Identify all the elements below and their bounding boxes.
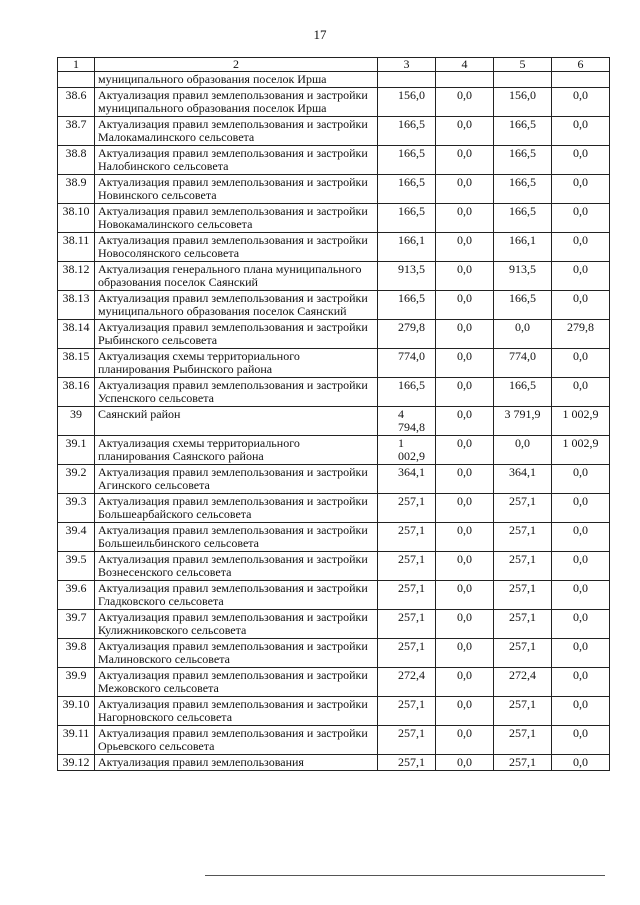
cell-col-6: 0,0	[552, 349, 610, 378]
cell-code: 39.1	[58, 436, 95, 465]
cell-col-4: 0,0	[436, 88, 494, 117]
cell-col-4: 0,0	[436, 320, 494, 349]
cell-col-5: 3 791,9	[494, 407, 552, 436]
cell-col-5: 257,1	[494, 552, 552, 581]
cell-col-4: 0,0	[436, 552, 494, 581]
cell-col-4: 0,0	[436, 146, 494, 175]
cell-col-5: 257,1	[494, 639, 552, 668]
header-col-3: 3	[378, 58, 436, 72]
cell-code: 38.15	[58, 349, 95, 378]
cell-code: 38.12	[58, 262, 95, 291]
cell-col-3: 364,1	[378, 465, 436, 494]
cell-col-3: 257,1	[378, 755, 436, 771]
table-row	[58, 436, 610, 465]
cell-name: Актуализация генерального плана муниципального образования поселок Саянский	[95, 262, 378, 291]
cell-code: 39.10	[58, 697, 95, 726]
cell-name: муниципального образования поселок Ирша	[95, 72, 378, 88]
cell-col-5: 166,5	[494, 378, 552, 407]
cell-name: Актуализация правил землепользования и застройки Орьевского сельсовета	[95, 726, 378, 755]
cell-col-5: 272,4	[494, 668, 552, 697]
table-row	[58, 88, 610, 117]
cell-code: 38.14	[58, 320, 95, 349]
cell-col-6: 0,0	[552, 88, 610, 117]
cell-col-5: 257,1	[494, 697, 552, 726]
cell-col-4: 0,0	[436, 697, 494, 726]
table-row	[58, 755, 610, 771]
cell-col-6: 0,0	[552, 755, 610, 771]
table-row	[58, 233, 610, 262]
table-row	[58, 465, 610, 494]
header-col-2: 2	[95, 58, 378, 72]
header-col-5: 5	[494, 58, 552, 72]
table-row	[58, 726, 610, 755]
cell-col-6: 1 002,9	[552, 407, 610, 436]
cell-col-3: 257,1	[378, 581, 436, 610]
cell-col-3: 913,5	[378, 262, 436, 291]
cell-col-4: 0,0	[436, 755, 494, 771]
table-row	[58, 610, 610, 639]
cell-col-3: 166,5	[378, 291, 436, 320]
table-row	[58, 407, 610, 436]
cell-col-6: 0,0	[552, 726, 610, 755]
cell-col-6: 0,0	[552, 552, 610, 581]
cell-code: 39.5	[58, 552, 95, 581]
cell-col-3: 156,0	[378, 88, 436, 117]
cell-col-6: 0,0	[552, 378, 610, 407]
cell-col-6: 0,0	[552, 581, 610, 610]
cell-code: 38.8	[58, 146, 95, 175]
table-row	[58, 72, 610, 88]
cell-col-5: 364,1	[494, 465, 552, 494]
cell-code: 39.6	[58, 581, 95, 610]
cell-col-5: 166,5	[494, 146, 552, 175]
cell-name: Актуализация правил землепользования и застройки Агинского сельсовета	[95, 465, 378, 494]
page-number: 17	[313, 27, 327, 42]
cell-col-4: 0,0	[436, 610, 494, 639]
table-row	[58, 146, 610, 175]
table-body	[58, 72, 610, 771]
table-row	[58, 175, 610, 204]
cell-col-4: 0,0	[436, 465, 494, 494]
cell-name: Актуализация схемы территориального планирования Рыбинского района	[95, 349, 378, 378]
cell-name: Саянский район	[95, 407, 378, 436]
cell-col-3: 166,5	[378, 117, 436, 146]
cell-col-6: 0,0	[552, 117, 610, 146]
table-row	[58, 262, 610, 291]
cell-col-5: 166,5	[494, 204, 552, 233]
cell-code: 38.11	[58, 233, 95, 262]
cell-col-5: 166,5	[494, 117, 552, 146]
cell-col-3: 257,1	[378, 639, 436, 668]
header-col-1: 1	[58, 58, 95, 72]
cell-col-5: 257,1	[494, 610, 552, 639]
cell-col-6: 0,0	[552, 291, 610, 320]
cell-col-4: 0,0	[436, 494, 494, 523]
cell-col-4: 0,0	[436, 668, 494, 697]
header-col-4: 4	[436, 58, 494, 72]
cell-name: Актуализация правил землепользования и застройки Налобинского сельсовета	[95, 146, 378, 175]
budget-table	[57, 57, 610, 771]
table-row	[58, 117, 610, 146]
cell-col-5: 166,1	[494, 233, 552, 262]
cell-col-6: 1 002,9	[552, 436, 610, 465]
cell-code: 38.13	[58, 291, 95, 320]
cell-code: 38.9	[58, 175, 95, 204]
cell-name: Актуализация схемы территориального планирования Саянского района	[95, 436, 378, 465]
cell-col-3: 272,4	[378, 668, 436, 697]
cell-col-6	[552, 72, 610, 88]
cell-name: Актуализация правил землепользования	[95, 755, 378, 771]
cell-col-3: 774,0	[378, 349, 436, 378]
cell-col-4: 0,0	[436, 726, 494, 755]
cell-name: Актуализация правил землепользования и застройки муниципального образования поселок Ирша	[95, 88, 378, 117]
table-row	[58, 697, 610, 726]
table-row	[58, 523, 610, 552]
cell-col-4: 0,0	[436, 291, 494, 320]
cell-col-3: 257,1	[378, 494, 436, 523]
cell-name: Актуализация правил землепользования и застройки Новокамалинского сельсовета	[95, 204, 378, 233]
cell-code: 39.12	[58, 755, 95, 771]
cell-name: Актуализация правил землепользования и застройки Малокамалинского сельсовета	[95, 117, 378, 146]
cell-col-3: 166,5	[378, 378, 436, 407]
cell-code: 38.7	[58, 117, 95, 146]
cell-col-6: 0,0	[552, 204, 610, 233]
table-row	[58, 378, 610, 407]
cell-col-5: 166,5	[494, 175, 552, 204]
cell-col-4: 0,0	[436, 117, 494, 146]
cell-name: Актуализация правил землепользования и застройки Большеильбинского сельсовета	[95, 523, 378, 552]
cell-col-6: 0,0	[552, 465, 610, 494]
cell-code: 38.6	[58, 88, 95, 117]
cell-col-3: 257,1	[378, 552, 436, 581]
table-row	[58, 204, 610, 233]
cell-col-5: 774,0	[494, 349, 552, 378]
cell-col-6: 0,0	[552, 639, 610, 668]
cell-col-5: 156,0	[494, 88, 552, 117]
cell-name: Актуализация правил землепользования и застройки Малиновского сельсовета	[95, 639, 378, 668]
cell-name: Актуализация правил землепользования и застройки Межовского сельсовета	[95, 668, 378, 697]
cell-name: Актуализация правил землепользования и застройки Новосолянского сельсовета	[95, 233, 378, 262]
cell-col-5: 257,1	[494, 581, 552, 610]
cell-col-3: 1 002,9	[378, 436, 436, 465]
cell-name: Актуализация правил землепользования и застройки Вознесенского сельсовета	[95, 552, 378, 581]
cell-col-6: 0,0	[552, 610, 610, 639]
header-col-6: 6	[552, 58, 610, 72]
cell-code	[58, 72, 95, 88]
cell-col-4: 0,0	[436, 581, 494, 610]
cell-code: 39	[58, 407, 95, 436]
cell-col-4: 0,0	[436, 639, 494, 668]
cell-col-3	[378, 72, 436, 88]
cell-col-6: 0,0	[552, 494, 610, 523]
cell-name: Актуализация правил землепользования и застройки Нагорновского сельсовета	[95, 697, 378, 726]
cell-name: Актуализация правил землепользования и застройки Гладковского сельсовета	[95, 581, 378, 610]
cell-col-5: 257,1	[494, 494, 552, 523]
cell-col-6: 0,0	[552, 175, 610, 204]
cell-col-3: 166,5	[378, 204, 436, 233]
cell-col-3: 4 794,8	[378, 407, 436, 436]
cell-col-3: 257,1	[378, 697, 436, 726]
cell-col-3: 257,1	[378, 726, 436, 755]
cell-code: 39.11	[58, 726, 95, 755]
table-row	[58, 581, 610, 610]
cell-col-5: 257,1	[494, 755, 552, 771]
cell-name: Актуализация правил землепользования и застройки Большеарбайского сельсовета	[95, 494, 378, 523]
cell-name: Актуализация правил землепользования и застройки Новинского сельсовета	[95, 175, 378, 204]
footer-divider	[205, 875, 605, 876]
table-row	[58, 494, 610, 523]
cell-col-3: 166,5	[378, 175, 436, 204]
cell-col-6: 0,0	[552, 668, 610, 697]
table-row	[58, 349, 610, 378]
cell-name: Актуализация правил землепользования и застройки Успенского сельсовета	[95, 378, 378, 407]
cell-code: 39.3	[58, 494, 95, 523]
cell-code: 39.7	[58, 610, 95, 639]
cell-col-5: 0,0	[494, 320, 552, 349]
table-row	[58, 639, 610, 668]
cell-col-6: 0,0	[552, 146, 610, 175]
cell-name: Актуализация правил землепользования и застройки Кулижниковского сельсовета	[95, 610, 378, 639]
cell-col-4	[436, 72, 494, 88]
cell-col-5: 257,1	[494, 523, 552, 552]
cell-code: 39.4	[58, 523, 95, 552]
cell-col-4: 0,0	[436, 175, 494, 204]
cell-col-4: 0,0	[436, 436, 494, 465]
cell-col-3: 166,5	[378, 146, 436, 175]
cell-col-4: 0,0	[436, 378, 494, 407]
cell-col-6: 0,0	[552, 233, 610, 262]
table-row	[58, 320, 610, 349]
cell-col-4: 0,0	[436, 262, 494, 291]
cell-col-3: 279,8	[378, 320, 436, 349]
cell-col-6: 0,0	[552, 262, 610, 291]
cell-code: 39.9	[58, 668, 95, 697]
cell-code: 38.10	[58, 204, 95, 233]
cell-col-4: 0,0	[436, 407, 494, 436]
table-row	[58, 552, 610, 581]
cell-code: 39.2	[58, 465, 95, 494]
cell-code: 39.8	[58, 639, 95, 668]
cell-col-3: 166,1	[378, 233, 436, 262]
cell-col-3: 257,1	[378, 610, 436, 639]
cell-col-5: 0,0	[494, 436, 552, 465]
cell-col-6: 0,0	[552, 697, 610, 726]
cell-name: Актуализация правил землепользования и застройки Рыбинского сельсовета	[95, 320, 378, 349]
cell-col-5: 166,5	[494, 291, 552, 320]
cell-code: 38.16	[58, 378, 95, 407]
cell-col-4: 0,0	[436, 523, 494, 552]
table-row	[58, 668, 610, 697]
cell-name: Актуализация правил землепользования и застройки муниципального образования поселок Саянский	[95, 291, 378, 320]
header-row	[58, 58, 610, 72]
cell-col-3: 257,1	[378, 523, 436, 552]
cell-col-5	[494, 72, 552, 88]
cell-col-5: 257,1	[494, 726, 552, 755]
cell-col-6: 279,8	[552, 320, 610, 349]
table-row	[58, 291, 610, 320]
cell-col-4: 0,0	[436, 349, 494, 378]
cell-col-6: 0,0	[552, 523, 610, 552]
cell-col-4: 0,0	[436, 233, 494, 262]
cell-col-5: 913,5	[494, 262, 552, 291]
cell-col-4: 0,0	[436, 204, 494, 233]
